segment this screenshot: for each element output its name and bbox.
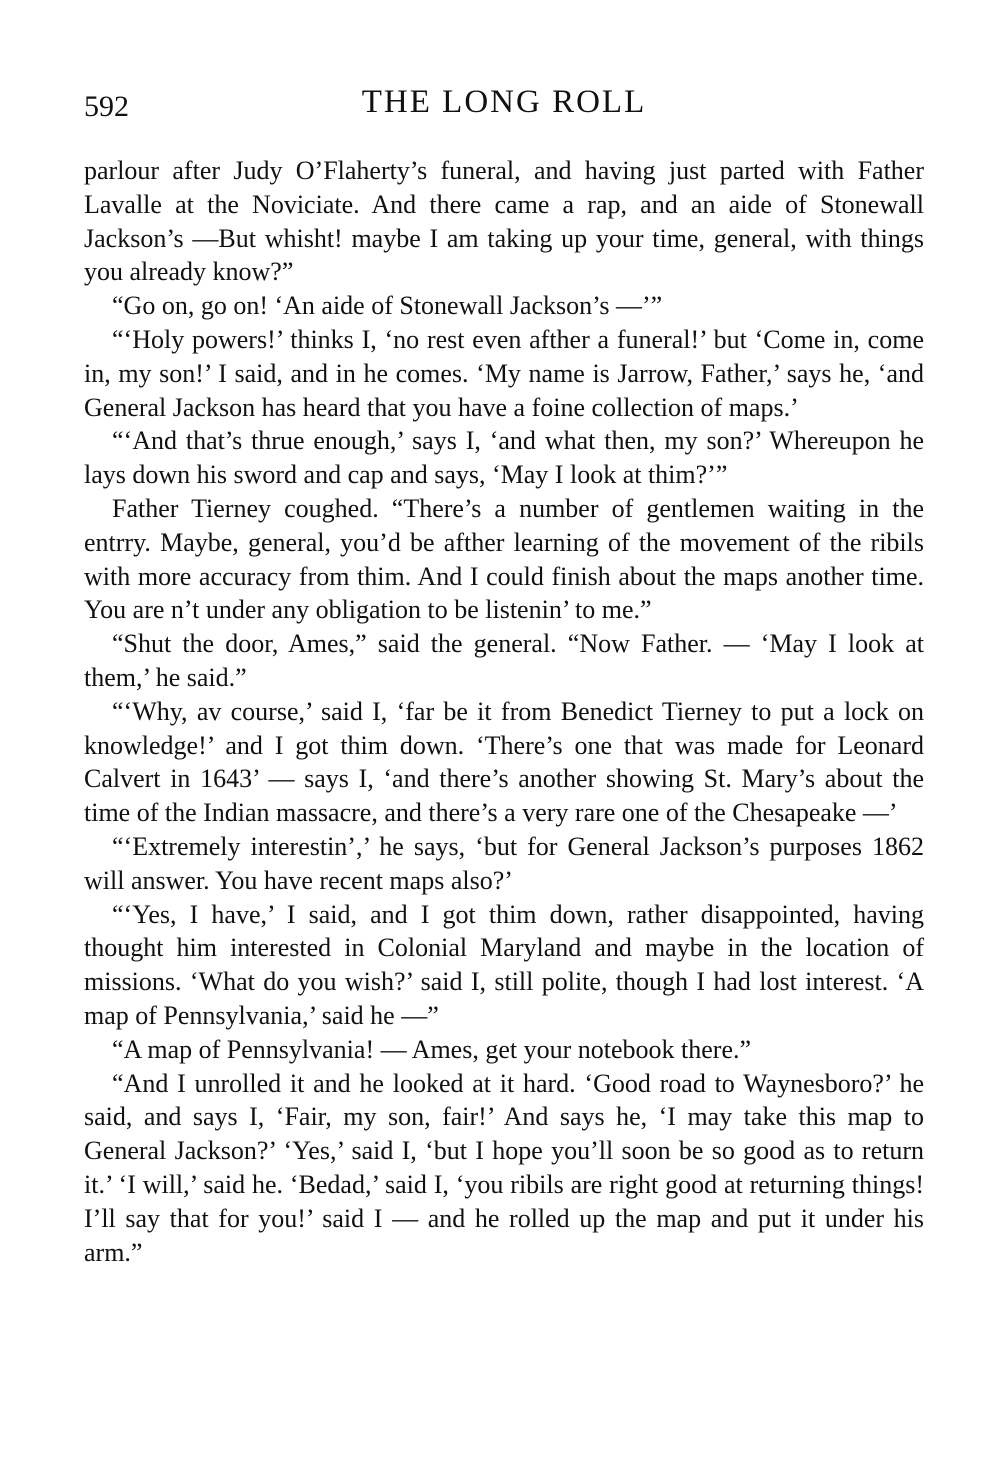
- paragraph: Father Tierney coughed. “There’s a number of gentlemen waiting in the entrry. Maybe, general, you’d be afther learning of the movement of the ribils with more accuracy from thim. And I could finish about the maps another time. You are n’t under any obligation to be listenin’ to me.”: [84, 493, 924, 625]
- paragraph: “‘Yes, I have,’ I said, and I got thim down, rather disappointed, having thought him interested in Colonial Maryland and maybe in the location of missions. ‘What do you wish?’ said I, still polite, though I had lost interest. ‘A map of Pennsylvania,’ said he —”: [84, 899, 924, 1030]
- paragraph-continuation: parlour after Judy O’Flaherty’s funeral, and having just parted with Father Lavalle at the Noviciate. And there came a rap, and an aide of Stonewall Jackson’s —But whisht! maybe I am taking up your time, general, with things you already know?”: [84, 156, 924, 287]
- paragraph: “Shut the door, Ames,” said the general. “Now Father. — ‘May I look at them,’ he said.”: [84, 629, 924, 692]
- running-title: THE LONG ROLL: [361, 84, 647, 120]
- paragraph: “A map of Pennsylvania! — Ames, get your notebook there.”: [112, 1034, 752, 1064]
- body-text: [84, 154, 924, 1269]
- paragraph: “‘And that’s thrue enough,’ says I, ‘and what then, my son?’ Whereupon he lays down his sword and cap and says, ‘May I look at thim?’”: [84, 426, 924, 490]
- running-head: [84, 84, 924, 134]
- paragraph: “‘Holy powers!’ thinks I, ‘no rest even afther a funeral!’ but ‘Come in, come in, my son!’ I said, and in he comes. ‘My name is Jarrow, Father,’ says he, ‘and General Jackson has heard that you have a foine collection of maps.’: [84, 324, 924, 422]
- paragraph: “And I unrolled it and he looked at it hard. ‘Good road to Waynesboro?’ he said, and says I, ‘Fair, my son, fair!’ And says he, ‘I may take this map to General Jackson?’ ‘Yes,’ said I, ‘but I hope you’ll soon be so good as to return it.’ ‘I will,’ said he. ‘Bedad,’ said I, ‘you ribils are right good at returning things! I’ll say that for you!’ said I — and he rolled up the map and put it under his arm.”: [84, 1068, 924, 1267]
- paragraph: “Go on, go on! ‘An aide of Stonewall Jackson’s —’”: [112, 291, 663, 321]
- paragraph: “‘Extremely interestin’,’ he says, ‘but for General Jackson’s purposes 1862 will answer. You have recent maps also?’: [84, 831, 924, 895]
- paragraph: “‘Why, av course,’ said I, ‘far be it from Benedict Tierney to put a lock on knowledge!’ and I got thim down. ‘There’s one that was made for Leonard Calvert in 1643’ — says I, ‘and there’s another showing St. Mary’s about the time of the Indian massacre, and there’s a very rare one of the Chesapeake —’: [84, 696, 924, 828]
- page-number: 592: [84, 90, 129, 123]
